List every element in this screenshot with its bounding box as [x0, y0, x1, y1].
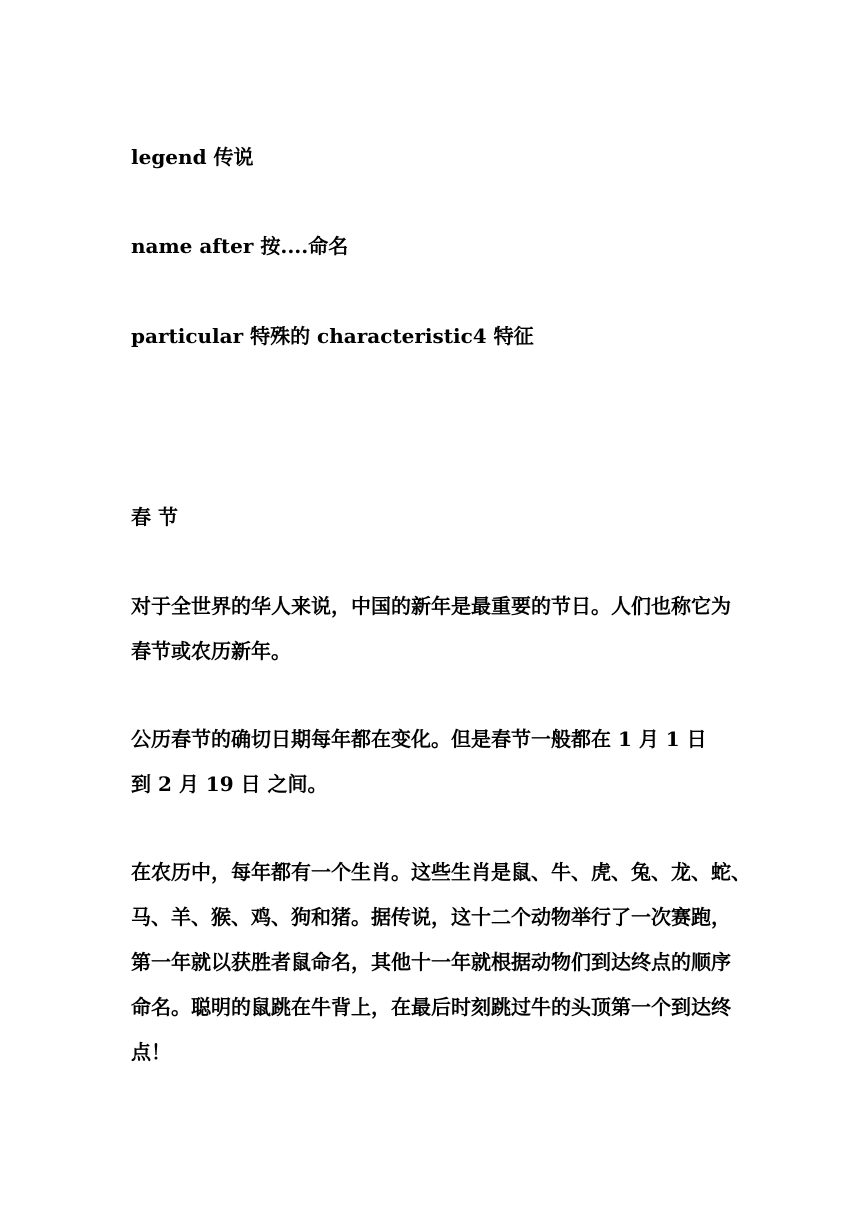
paragraph-1-line-1: 对于全世界的华人来说，中国的新年是最重要的节日。人们也称它为 — [131, 594, 731, 618]
paragraph-3-line-3: 第一年就以获胜者鼠命名，其他十一年就根据动物们到达终点的顺序 — [131, 950, 731, 974]
paragraph-3-line-2: 马、羊、猴、鸡、狗和猪。据传说，这十二个动物举行了一次赛跑， — [131, 905, 731, 929]
paragraph-1-line-2: 春节或农历新年。 — [131, 639, 291, 663]
paragraph-2 — [131, 717, 736, 807]
paragraph-3-line-5: 点！ — [131, 1040, 171, 1064]
vocab-item-legend: legend 传说 — [131, 145, 254, 169]
vocab-item-name-after: name after 按....命名 — [131, 234, 349, 258]
paragraph-2-line-1: 公历春节的确切日期每年都在变化。但是春节一般都在 1 月 1 日 — [131, 727, 707, 751]
paragraph-3 — [131, 850, 751, 1075]
paragraph-3-line-1: 在农历中，每年都有一个生肖。这些生肖是鼠、牛、虎、兔、龙、蛇、 — [131, 860, 751, 884]
paragraph-2-line-2: 到 2 月 19 日 之间。 — [131, 772, 328, 796]
paragraph-3-line-4: 命名。聪明的鼠跳在牛背上，在最后时刻跳过牛的头顶第一个到达终 — [131, 995, 731, 1019]
vocab-item-particular: particular 特殊的 characteristic4 特征 — [131, 324, 534, 348]
section-title: 春 节 — [131, 505, 178, 529]
paragraph-1 — [131, 584, 736, 674]
